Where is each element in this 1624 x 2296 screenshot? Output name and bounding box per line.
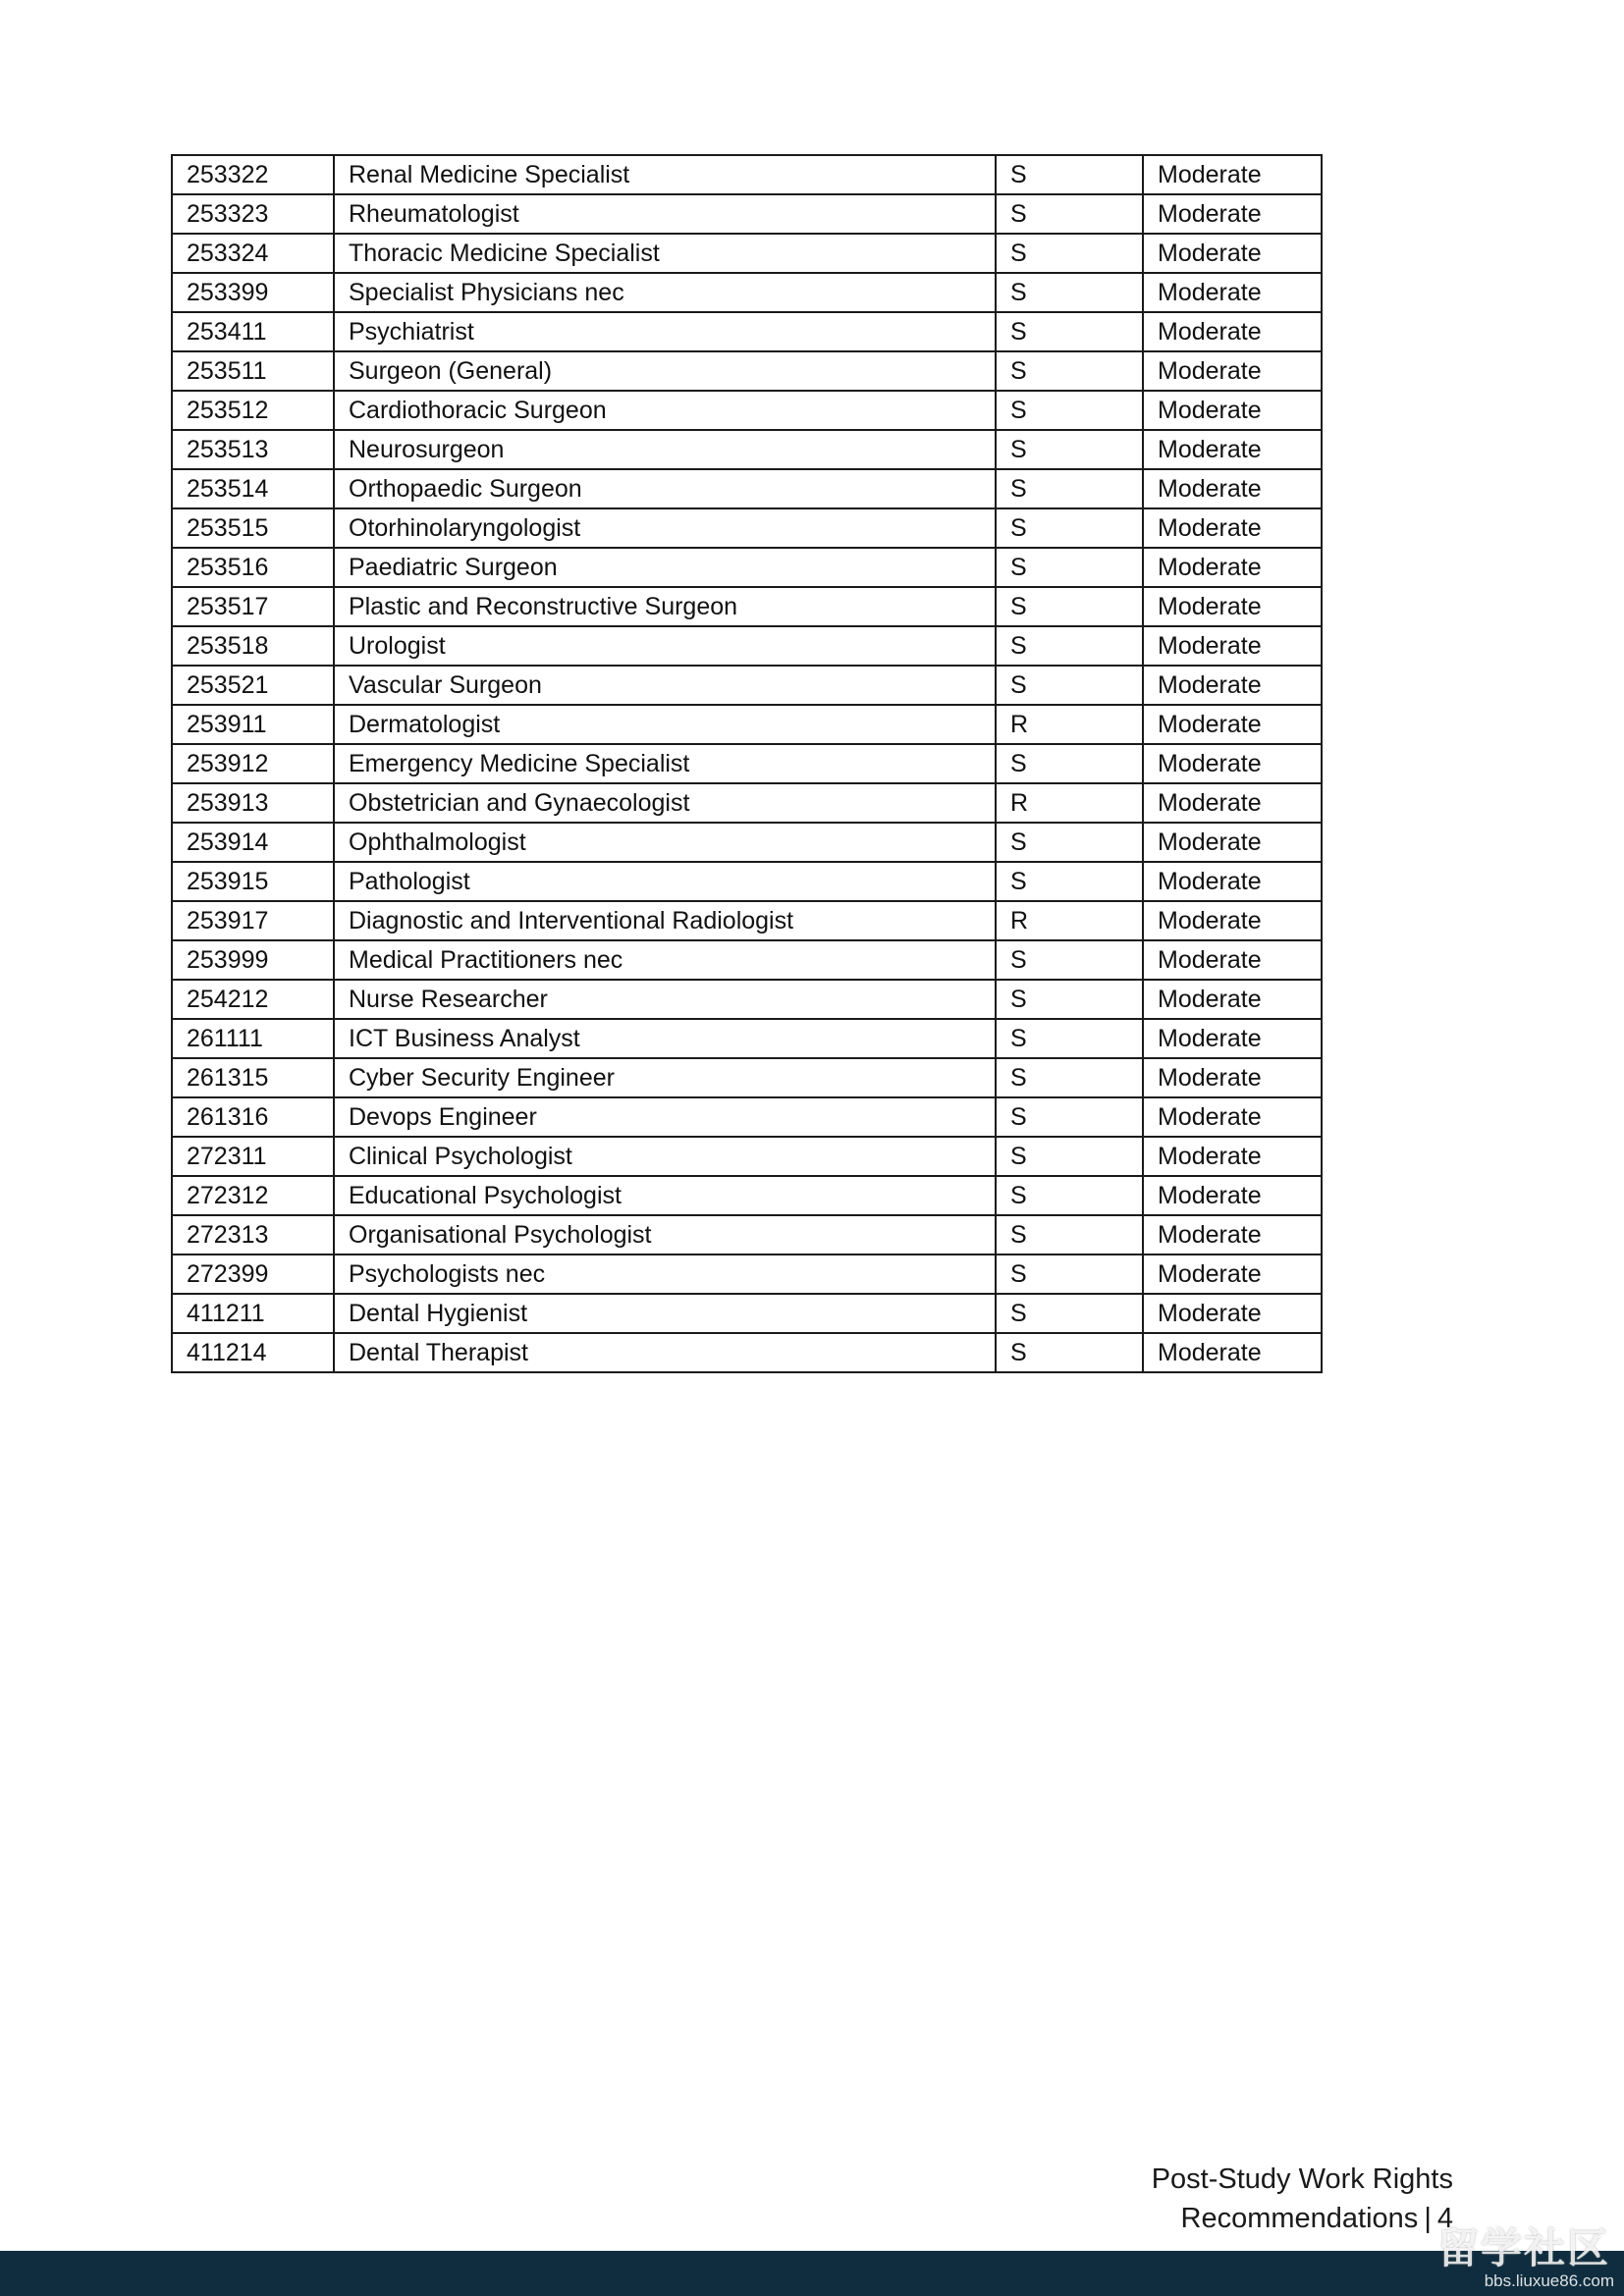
table-row — [172, 469, 1322, 508]
table-row — [172, 1333, 1322, 1372]
rating-cell: Moderate — [1143, 666, 1322, 705]
occupation-title-cell: Dental Hygienist — [334, 1294, 996, 1333]
list-type-cell: S — [996, 666, 1143, 705]
list-type-cell: S — [996, 862, 1143, 901]
occupation-title-cell: Nurse Researcher — [334, 980, 996, 1019]
list-type-cell: S — [996, 1215, 1143, 1255]
table-row — [172, 1097, 1322, 1137]
list-type-cell: S — [996, 587, 1143, 626]
list-type-cell: S — [996, 1019, 1143, 1058]
rating-cell: Moderate — [1143, 783, 1322, 823]
table-row — [172, 744, 1322, 783]
occupation-code-cell: 253915 — [172, 862, 334, 901]
occupation-table-body — [172, 155, 1322, 1372]
occupation-title-cell: Renal Medicine Specialist — [334, 155, 996, 194]
rating-cell: Moderate — [1143, 1215, 1322, 1255]
occupation-title-cell: Clinical Psychologist — [334, 1137, 996, 1176]
page-number: 4 — [1436, 2203, 1453, 2234]
watermark-logo: 留学社区 — [1436, 2225, 1610, 2271]
list-type-cell: S — [996, 548, 1143, 587]
occupation-code-cell: 261316 — [172, 1097, 334, 1137]
occupation-code-cell: 253323 — [172, 194, 334, 234]
rating-cell: Moderate — [1143, 548, 1322, 587]
table-row — [172, 862, 1322, 901]
occupation-code-cell: 261315 — [172, 1058, 334, 1097]
rating-cell: Moderate — [1143, 1058, 1322, 1097]
occupation-code-cell: 272399 — [172, 1255, 334, 1294]
occupation-code-cell: 253322 — [172, 155, 334, 194]
rating-cell: Moderate — [1143, 862, 1322, 901]
occupation-table — [171, 154, 1323, 1373]
table-row — [172, 901, 1322, 940]
table-row — [172, 155, 1322, 194]
rating-cell: Moderate — [1143, 391, 1322, 430]
rating-cell: Moderate — [1143, 1097, 1322, 1137]
occupation-code-cell: 253517 — [172, 587, 334, 626]
occupation-title-cell: Orthopaedic Surgeon — [334, 469, 996, 508]
rating-cell: Moderate — [1143, 823, 1322, 862]
table-row — [172, 430, 1322, 469]
occupation-title-cell: Pathologist — [334, 862, 996, 901]
table-row — [172, 1215, 1322, 1255]
list-type-cell: S — [996, 1176, 1143, 1215]
list-type-cell: S — [996, 1255, 1143, 1294]
occupation-code-cell: 253914 — [172, 823, 334, 862]
list-type-cell: S — [996, 1058, 1143, 1097]
table-row — [172, 823, 1322, 862]
rating-cell: Moderate — [1143, 1294, 1322, 1333]
table-row — [172, 705, 1322, 744]
watermark — [1433, 2226, 1624, 2296]
occupation-code-cell: 253324 — [172, 234, 334, 273]
occupation-title-cell: Cardiothoracic Surgeon — [334, 391, 996, 430]
footer-bar — [0, 2251, 1624, 2296]
list-type-cell: S — [996, 469, 1143, 508]
table-row — [172, 1176, 1322, 1215]
occupation-title-cell: Educational Psychologist — [334, 1176, 996, 1215]
occupation-code-cell: 253512 — [172, 391, 334, 430]
occupation-title-cell: Surgeon (General) — [334, 351, 996, 391]
table-row — [172, 1255, 1322, 1294]
list-type-cell: S — [996, 312, 1143, 351]
rating-cell: Moderate — [1143, 587, 1322, 626]
table-row — [172, 1294, 1322, 1333]
rating-cell: Moderate — [1143, 626, 1322, 666]
table-row — [172, 940, 1322, 980]
occupation-title-cell: Medical Practitioners nec — [334, 940, 996, 980]
occupation-code-cell: 253511 — [172, 351, 334, 391]
list-type-cell: S — [996, 508, 1143, 548]
occupation-code-cell: 261111 — [172, 1019, 334, 1058]
list-type-cell: S — [996, 1097, 1143, 1137]
occupation-code-cell: 253518 — [172, 626, 334, 666]
list-type-cell: S — [996, 1333, 1143, 1372]
occupation-code-cell: 254212 — [172, 980, 334, 1019]
occupation-code-cell: 272312 — [172, 1176, 334, 1215]
table-row — [172, 1019, 1322, 1058]
occupation-title-cell: Urologist — [334, 626, 996, 666]
table-row — [172, 351, 1322, 391]
table-row — [172, 508, 1322, 548]
occupation-title-cell: Specialist Physicians nec — [334, 273, 996, 312]
occupation-code-cell: 272313 — [172, 1215, 334, 1255]
occupation-code-cell: 253521 — [172, 666, 334, 705]
rating-cell: Moderate — [1143, 508, 1322, 548]
list-type-cell: S — [996, 430, 1143, 469]
occupation-title-cell: Devops Engineer — [334, 1097, 996, 1137]
rating-cell: Moderate — [1143, 1176, 1322, 1215]
occupation-code-cell: 253911 — [172, 705, 334, 744]
table-row — [172, 548, 1322, 587]
list-type-cell: S — [996, 980, 1143, 1019]
occupation-title-cell: Paediatric Surgeon — [334, 548, 996, 587]
occupation-title-cell: Diagnostic and Interventional Radiologist — [334, 901, 996, 940]
rating-cell: Moderate — [1143, 1333, 1322, 1372]
table-row — [172, 391, 1322, 430]
rating-cell: Moderate — [1143, 705, 1322, 744]
table-row — [172, 666, 1322, 705]
rating-cell: Moderate — [1143, 469, 1322, 508]
rating-cell: Moderate — [1143, 155, 1322, 194]
table-row — [172, 1058, 1322, 1097]
occupation-code-cell: 253516 — [172, 548, 334, 587]
occupation-code-cell: 253399 — [172, 273, 334, 312]
occupation-title-cell: Thoracic Medicine Specialist — [334, 234, 996, 273]
table-row — [172, 587, 1322, 626]
page-footer — [884, 2160, 1453, 2238]
rating-cell: Moderate — [1143, 273, 1322, 312]
list-type-cell: R — [996, 901, 1143, 940]
list-type-cell: S — [996, 391, 1143, 430]
occupation-title-cell: ICT Business Analyst — [334, 1019, 996, 1058]
occupation-code-cell: 411211 — [172, 1294, 334, 1333]
list-type-cell: S — [996, 1137, 1143, 1176]
occupation-title-cell: Plastic and Reconstructive Surgeon — [334, 587, 996, 626]
list-type-cell: S — [996, 234, 1143, 273]
list-type-cell: S — [996, 626, 1143, 666]
occupation-code-cell: 411214 — [172, 1333, 334, 1372]
occupation-title-cell: Dermatologist — [334, 705, 996, 744]
occupation-code-cell: 253515 — [172, 508, 334, 548]
occupation-title-cell: Psychiatrist — [334, 312, 996, 351]
occupation-code-cell: 253999 — [172, 940, 334, 980]
table-row — [172, 194, 1322, 234]
occupation-code-cell: 253912 — [172, 744, 334, 783]
list-type-cell: S — [996, 1294, 1143, 1333]
table-row — [172, 1137, 1322, 1176]
occupation-title-cell: Psychologists nec — [334, 1255, 996, 1294]
list-type-cell: R — [996, 705, 1143, 744]
occupation-code-cell: 253913 — [172, 783, 334, 823]
list-type-cell: S — [996, 273, 1143, 312]
list-type-cell: R — [996, 783, 1143, 823]
list-type-cell: S — [996, 155, 1143, 194]
occupation-title-cell: Otorhinolaryngologist — [334, 508, 996, 548]
occupation-title-cell: Dental Therapist — [334, 1333, 996, 1372]
occupation-code-cell: 253514 — [172, 469, 334, 508]
rating-cell: Moderate — [1143, 430, 1322, 469]
rating-cell: Moderate — [1143, 1019, 1322, 1058]
table-row — [172, 312, 1322, 351]
list-type-cell: S — [996, 194, 1143, 234]
occupation-code-cell: 253411 — [172, 312, 334, 351]
rating-cell: Moderate — [1143, 1137, 1322, 1176]
table-row — [172, 234, 1322, 273]
occupation-title-cell: Emergency Medicine Specialist — [334, 744, 996, 783]
rating-cell: Moderate — [1143, 234, 1322, 273]
watermark-url: bbs.liuxue86.com — [1484, 2271, 1614, 2290]
occupation-title-cell: Obstetrician and Gynaecologist — [334, 783, 996, 823]
footer-separator: | — [1424, 2203, 1432, 2234]
rating-cell: Moderate — [1143, 940, 1322, 980]
rating-cell: Moderate — [1143, 351, 1322, 391]
list-type-cell: S — [996, 744, 1143, 783]
list-type-cell: S — [996, 940, 1143, 980]
occupation-title-cell: Rheumatologist — [334, 194, 996, 234]
footer-title: Post-Study Work Rights Recommendations — [1151, 2163, 1453, 2234]
occupation-title-cell: Vascular Surgeon — [334, 666, 996, 705]
rating-cell: Moderate — [1143, 194, 1322, 234]
occupation-title-cell: Neurosurgeon — [334, 430, 996, 469]
occupation-title-cell: Cyber Security Engineer — [334, 1058, 996, 1097]
list-type-cell: S — [996, 823, 1143, 862]
table-row — [172, 273, 1322, 312]
rating-cell: Moderate — [1143, 1255, 1322, 1294]
occupation-title-cell: Organisational Psychologist — [334, 1215, 996, 1255]
table-row — [172, 783, 1322, 823]
list-type-cell: S — [996, 351, 1143, 391]
rating-cell: Moderate — [1143, 901, 1322, 940]
rating-cell: Moderate — [1143, 980, 1322, 1019]
rating-cell: Moderate — [1143, 312, 1322, 351]
rating-cell: Moderate — [1143, 744, 1322, 783]
occupation-code-cell: 272311 — [172, 1137, 334, 1176]
table-row — [172, 980, 1322, 1019]
table-row — [172, 626, 1322, 666]
occupation-title-cell: Ophthalmologist — [334, 823, 996, 862]
occupation-code-cell: 253917 — [172, 901, 334, 940]
occupation-code-cell: 253513 — [172, 430, 334, 469]
